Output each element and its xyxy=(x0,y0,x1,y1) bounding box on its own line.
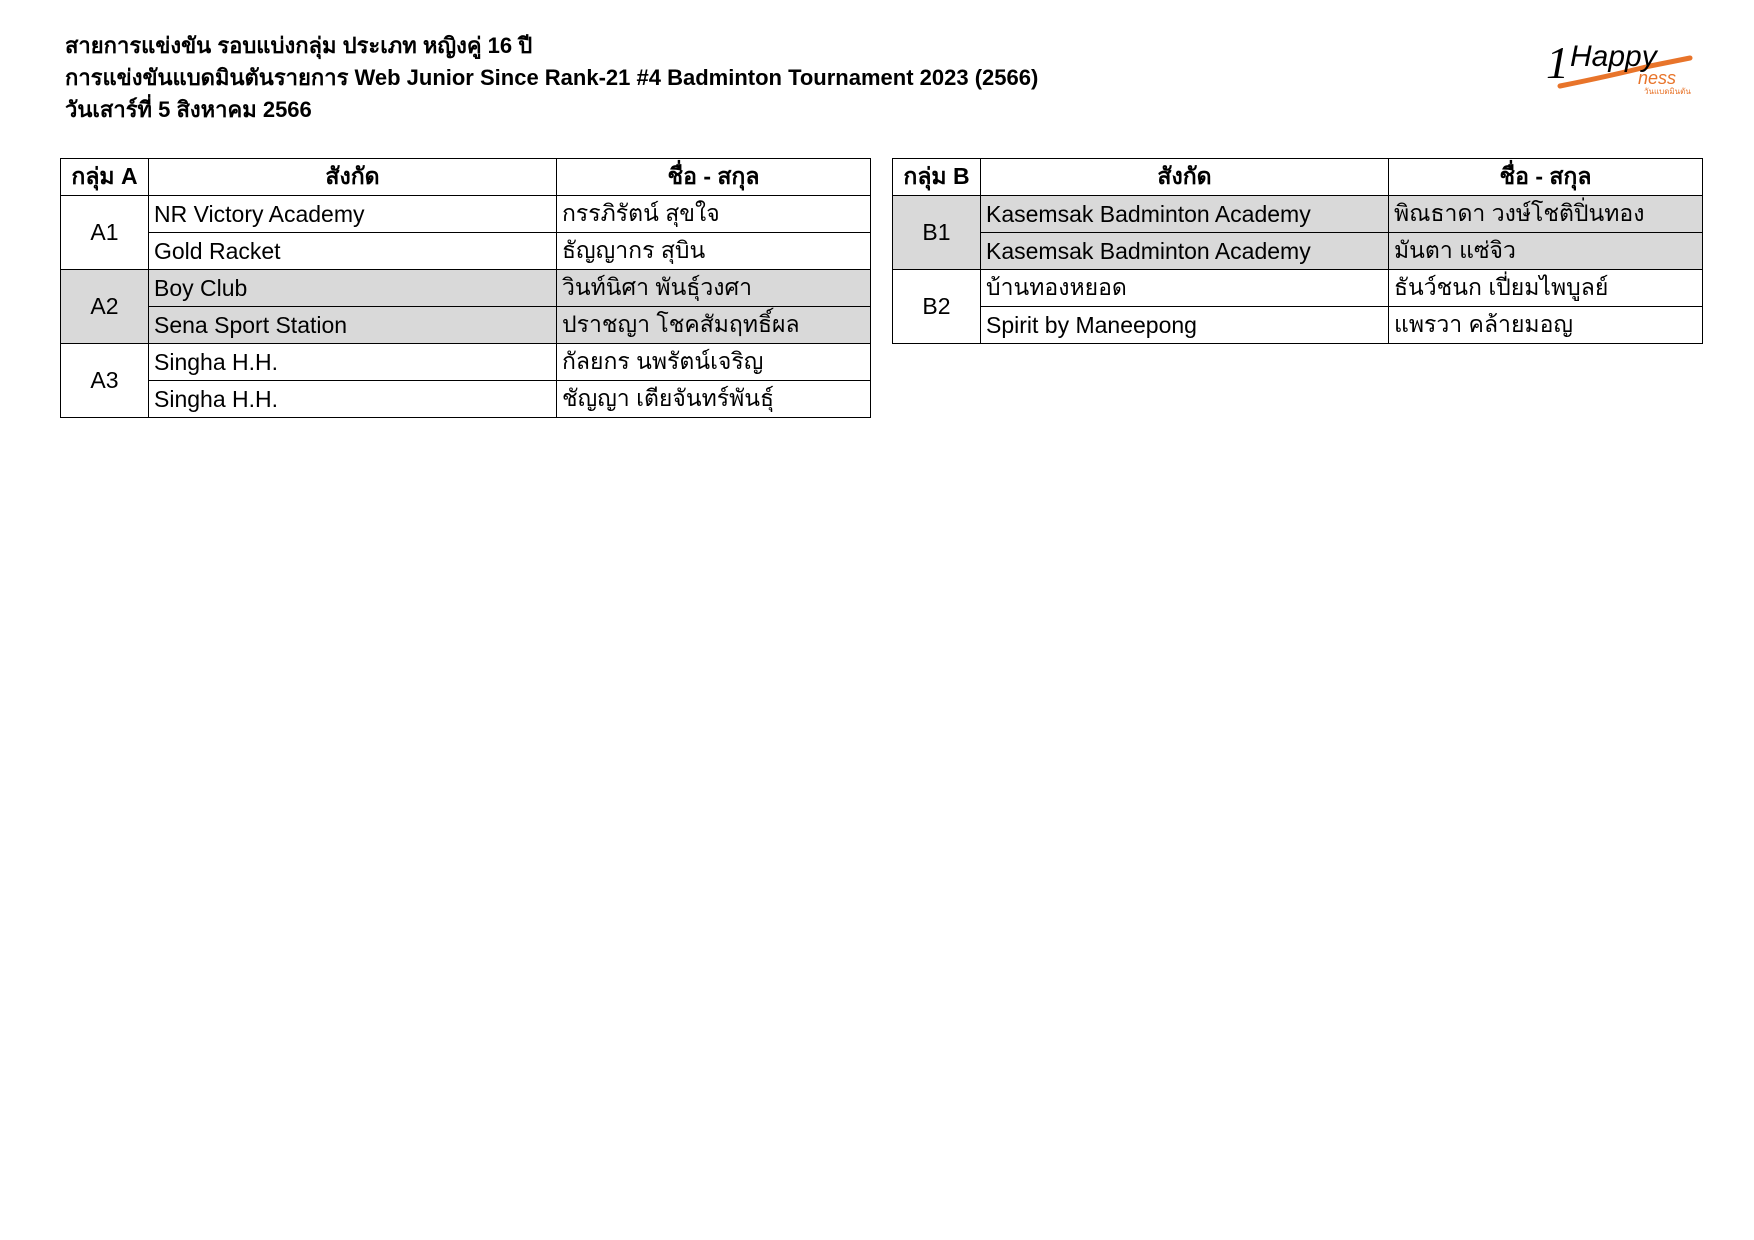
pair-id: B2 xyxy=(893,270,981,344)
club-cell: Singha H.H. xyxy=(149,381,557,418)
player-name-cell: มันตา แซ่จิว xyxy=(1389,233,1703,270)
player-name-cell: ปราชญา โชคสัมฤทธิ์ผล xyxy=(557,307,871,344)
club-cell: Kasemsak Badminton Academy xyxy=(981,233,1389,270)
event-date: วันเสาร์ที่ 5 สิงหาคม 2566 xyxy=(65,97,312,122)
group-label-header: กลุ่ม A xyxy=(61,159,149,196)
club-cell: บ้านทองหยอด xyxy=(981,270,1389,307)
document-header xyxy=(65,30,1038,126)
club-header: สังกัด xyxy=(981,159,1389,196)
table-row xyxy=(61,344,871,381)
group-b-table xyxy=(892,158,1703,344)
club-cell: Spirit by Maneepong xyxy=(981,307,1389,344)
pair-id: A1 xyxy=(61,196,149,270)
player-name-cell: พิณธาดา วงษ์โชติปิ่นทอง xyxy=(1389,196,1703,233)
table-row xyxy=(893,196,1703,233)
table-row xyxy=(893,307,1703,344)
svg-text:Happy: Happy xyxy=(1570,40,1657,73)
table-row xyxy=(61,381,871,418)
name-header: ชื่อ - สกุล xyxy=(557,159,871,196)
player-name-cell: กัลยกร นพรัตน์เจริญ xyxy=(557,344,871,381)
pair-id: A2 xyxy=(61,270,149,344)
event-title: สายการแข่งขัน รอบแบ่งกลุ่ม ประเภท หญิงคู่ 16 ปี xyxy=(65,33,533,58)
name-header: ชื่อ - สกุล xyxy=(1389,159,1703,196)
table-row xyxy=(61,270,871,307)
svg-text:1: 1 xyxy=(1546,37,1569,88)
club-cell: Sena Sport Station xyxy=(149,307,557,344)
group-label-header: กลุ่ม B xyxy=(893,159,981,196)
club-cell: Singha H.H. xyxy=(149,344,557,381)
player-name-cell: แพรวา คล้ายมอญ xyxy=(1389,307,1703,344)
table-row xyxy=(61,196,871,233)
player-name-cell: ชัญญา เตียจันทร์พันธุ์ xyxy=(557,381,871,418)
table-row xyxy=(61,307,871,344)
happyness-logo-icon xyxy=(1540,32,1700,98)
table-header-row xyxy=(61,159,871,196)
pair-id: A3 xyxy=(61,344,149,418)
table-row xyxy=(61,233,871,270)
club-cell: Gold Racket xyxy=(149,233,557,270)
club-cell: NR Victory Academy xyxy=(149,196,557,233)
happyness-logo xyxy=(1540,32,1700,98)
club-cell: Boy Club xyxy=(149,270,557,307)
svg-text:ness: ness xyxy=(1638,68,1677,88)
pair-id: B1 xyxy=(893,196,981,270)
table-row xyxy=(893,270,1703,307)
club-cell: Kasemsak Badminton Academy xyxy=(981,196,1389,233)
table-row xyxy=(893,233,1703,270)
table-header-row xyxy=(893,159,1703,196)
player-name-cell: วินท์นิศา พันธุ์วงศา xyxy=(557,270,871,307)
group-a-table xyxy=(60,158,871,418)
club-header: สังกัด xyxy=(149,159,557,196)
player-name-cell: กรรภิรัตน์ สุขใจ xyxy=(557,196,871,233)
player-name-cell: ธันว์ชนก เปี่ยมไพบูลย์ xyxy=(1389,270,1703,307)
svg-text:วันแบดมินตัน: วันแบดมินตัน xyxy=(1644,87,1691,96)
player-name-cell: ธัญญากร สุบิน xyxy=(557,233,871,270)
tournament-name: การแข่งขันแบดมินตันรายการ Web Junior Since Rank-21 #4 Badminton Tournament 2023 (2566) xyxy=(65,65,1039,90)
